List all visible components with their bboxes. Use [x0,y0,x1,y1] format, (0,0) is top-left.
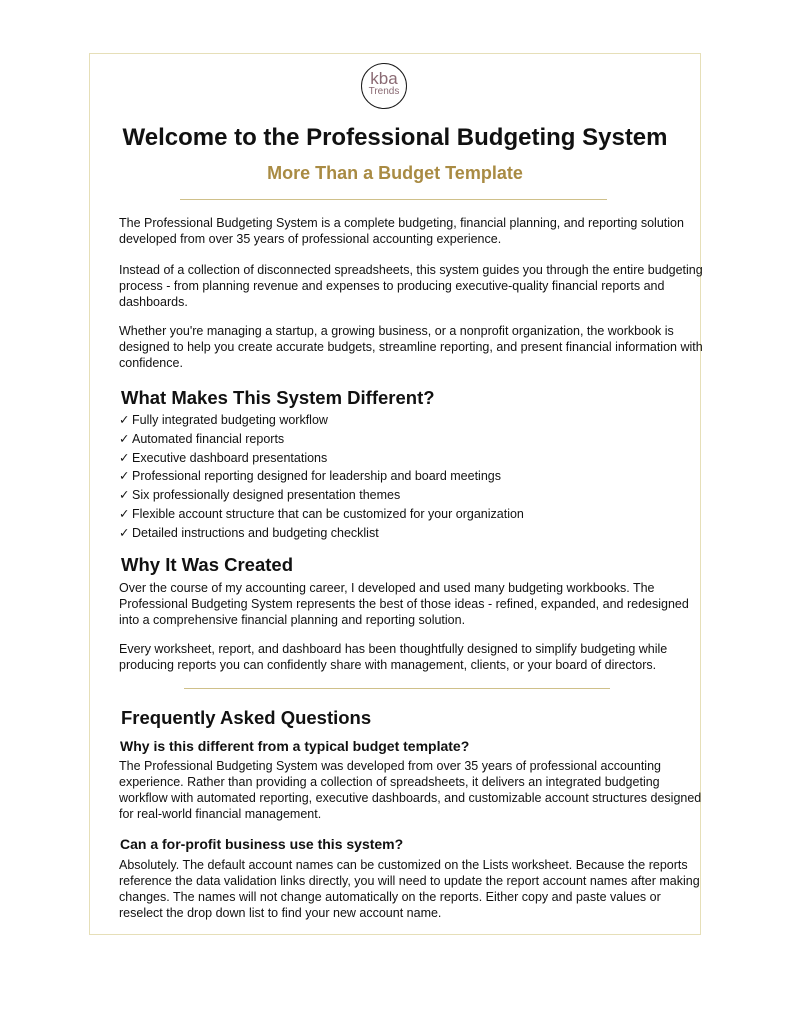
why-paragraph: Every worksheet, report, and dashboard has been thoughtfully designed to simplify budgeting while producing reports you can confidently share with management, clients, or your board of directors. [119,642,668,672]
intro-paragraph: Instead of a collection of disconnected spreadsheets, this system guides you through the entire budgeting process - from planning revenue and expenses to producing executive-quality financial reports and dashboards. [119,263,703,309]
divider [184,688,610,689]
checklist-item: ✓ Fully integrated budgeting workflow [119,411,524,430]
checklist-item: ✓ Detailed instructions and budgeting checklist [119,524,524,543]
section-heading-faq: Frequently Asked Questions [121,707,372,728]
checklist-item: ✓ Professional reporting designed for leadership and board meetings [119,467,524,486]
check-icon: ✓ [119,506,130,521]
checklist-item: ✓ Six professionally designed presentation themes [119,486,524,505]
intro-paragraph: Whether you're managing a startup, a growing business, or a nonprofit organization, the workbook is designed to help you create accurate budgets, streamline reporting, and present financial information with confidence. [119,324,703,370]
checklist-item: ✓ Automated financial reports [119,430,524,449]
page-subtitle: More Than a Budget Template [267,163,523,183]
faq-question: Can a for-profit business use this system? [120,836,404,852]
checklist-item: ✓ Executive dashboard presentations [119,449,524,468]
check-icon: ✓ [119,431,130,446]
check-icon: ✓ [119,488,130,503]
why-paragraph: Over the course of my accounting career, I developed and used many budgeting workbooks. The Professional Budgeting System represents the best of those ideas - refined, expanded, and redesigned into a comprehensive financial planning and reporting solution. [119,581,689,627]
page-title: Welcome to the Professional Budgeting System [122,124,668,151]
faq-question: Why is this different from a typical budget template? [120,738,470,754]
check-icon: ✓ [119,413,130,427]
kba-trends-logo: kba Trends [361,63,407,109]
section-heading-different: What Makes This System Different? [121,387,435,408]
intro-paragraph: The Professional Budgeting System is a complete budgeting, financial planning, and reporting solution developed from over 35 years of professional accounting experience. [119,216,684,246]
divider [180,199,607,200]
faq-answer: The Professional Budgeting System was developed from over 35 years of professional accounting experience. Rather than providing a collection of spreadsheets, it delivers an integrated budgeting workflow with automated reporting, executive dashboards, and customizable account structures designed for real-world financial management. [119,759,702,821]
check-icon: ✓ [119,525,130,540]
check-icon: ✓ [119,469,130,484]
checklist-item: ✓ Flexible account structure that can be customized for your organization [119,505,524,524]
check-icon: ✓ [119,450,130,465]
section-heading-why: Why It Was Created [121,554,294,575]
faq-answer: Absolutely. The default account names can be customized on the Lists worksheet. Because the reports reference the data validation links directly, you will need to update the report account names after making changes. The names will not change automatically on the reports. Either copy and paste values or reselect the drop down list to find your new account name. [119,858,700,920]
feature-checklist [119,411,524,543]
